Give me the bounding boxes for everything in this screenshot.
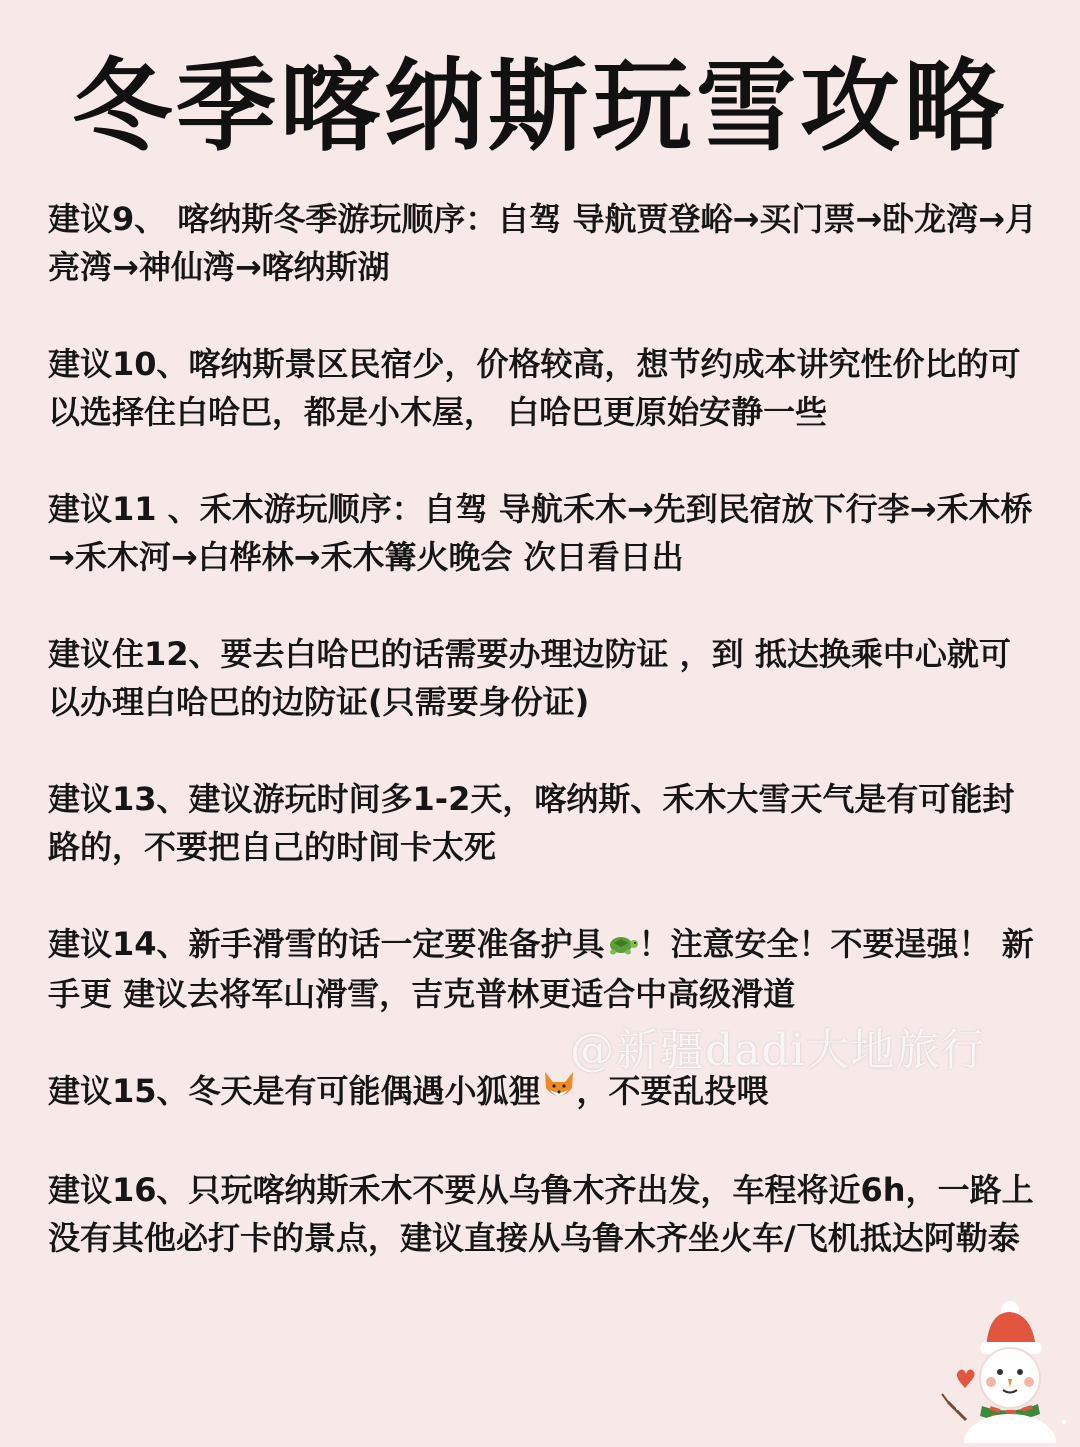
tip-14-text-a: 建议14、新手滑雪的话一定要准备护具 xyxy=(48,925,605,963)
tips-list xyxy=(48,195,1038,1311)
tip-item-13: 建议13、建议游玩时间多1-2天，喀纳斯、禾木大雪天气是有可能封路的，不要把自己的时间卡太死 xyxy=(48,780,1015,866)
tip-15-text-a: 建议15、冬天是有可能偶遇小狐狸 xyxy=(48,1072,541,1110)
tip-item-10: 建议10、喀纳斯景区民宿少，价格较高，想节约成本讲究性价比的可以选择住白哈巴，都是小木屋， 白哈巴更原始安静一些 xyxy=(48,345,1021,431)
page-title: 冬季喀纳斯玩雪攻略 xyxy=(72,48,1008,165)
watermark: @新疆dadi大地旅行 xyxy=(570,1025,986,1076)
turtle-icon xyxy=(605,922,639,970)
tip-item-9: 建议9、 喀纳斯冬季游玩顺序：自驾 导航贾登峪→买门票→卧龙湾→月亮湾→神仙湾→喀纳斯湖 xyxy=(48,200,1037,286)
snowman-icon xyxy=(940,1290,1080,1443)
tip-item-16: 建议16、只玩喀纳斯禾木不要从乌鲁木齐出发，车程将近6h，一路上没有其他必打卡的景点，建议直接从乌鲁木齐坐火车/飞机抵达阿勒泰 xyxy=(48,1171,1034,1257)
tip-15-text-b: ，不要乱投喂 xyxy=(576,1072,769,1110)
tip-item-12: 建议住12、要去白哈巴的话需要办理边防证 ，到 抵达换乘中心就可以办理白哈巴的边防证(只需要身份证) xyxy=(48,635,1011,721)
tip-14-text-b: ！注意安全！不要逞强！ 新手更 建议去将军山滑雪，吉克普林更适合中高级滑道 xyxy=(48,925,1034,1013)
tip-item-14 xyxy=(48,920,1038,1018)
tip-item-11: 建议11 、禾木游玩顺序：自驾 导航禾木→先到民宿放下行李→禾木桥→禾木河→白桦林→禾木篝火晚会 次日看日出 xyxy=(48,490,1033,576)
